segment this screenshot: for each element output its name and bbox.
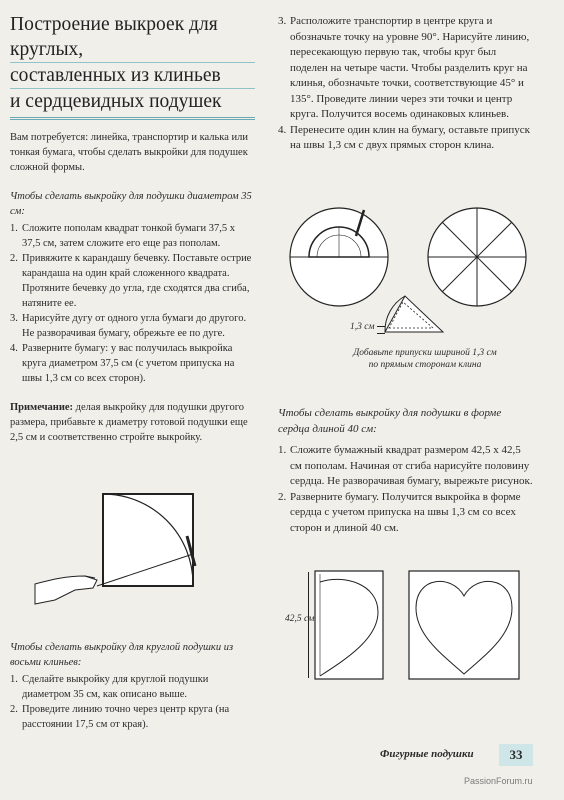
- title-line-2: составленных из клиньев: [10, 63, 255, 89]
- protractor-circle-diagram: [288, 206, 390, 308]
- note-label: Примечание:: [10, 402, 74, 413]
- heart-dimension-label: 42,5 см: [285, 614, 315, 624]
- section1-heading: Чтобы сделать выкройку для подушки диаметром 35 см:: [10, 191, 252, 217]
- list-item: 2. Разверните бумагу. Получится выкройка в форме сердца с учетом припуска на швы 1,3 см со всех сторон и длиной 40 см.: [278, 490, 521, 534]
- caption-line-1: Добавьте припуски шириной 1,3 см: [353, 348, 497, 358]
- list-item: 3. Расположите транспортир в центре круга и обозначьте точку на уровне 90°. Нарисуйте линию, пересекающую первую так, чтобы круг был поделен на четыре части. Чтобы разделить круг на клинья, обозначьте точки, соответствующие 45° и 135°. Проведите линии через эти точки и центр круга. Получится восемь одинаковых клиньев.: [278, 15, 530, 120]
- list-item: 4. Перенесите один клин на бумагу, оставьте припуск на швы 1,3 см с двух прямых сторон клина.: [278, 123, 530, 151]
- page-title: [10, 12, 255, 120]
- half-heart-diagram: [314, 570, 384, 680]
- right-steps-top: [278, 14, 534, 154]
- list-item: 3. Нарисуйте дугу от одного угла бумаги до другого. Не разворачивая бумагу, обрежьте ее по дуге.: [10, 313, 247, 339]
- note: [10, 400, 255, 445]
- full-heart-diagram: [408, 570, 520, 680]
- intro-text: Вам потребуется: линейка, транспортир и калька или тонкая бумага, чтобы сделать выкройки для подушек сложной формы.: [10, 132, 249, 173]
- left-column-bottom: [10, 640, 255, 732]
- list-item: 1. Сложите пополам квадрат тонкой бумаги 37,5 x 37,5 см, затем сложите его еще раз пополам.: [10, 223, 235, 249]
- footer-section-title: Фигурные подушки: [380, 748, 474, 760]
- eight-wedges-circle-diagram: [426, 206, 528, 308]
- list-item: 1. Сделайте выкройку для круглой подушки диаметром 35 см, как описано выше.: [10, 674, 209, 700]
- caption-line-2: по прямым сторонам клина: [368, 360, 482, 370]
- page-number: 33: [499, 744, 533, 766]
- title-line-3: и сердцевидных подушек: [10, 91, 222, 112]
- right-column: [278, 14, 534, 154]
- list-item: 2. Проведите линию точно через центр круга (на расстоянии 17,5 см от края).: [10, 704, 230, 730]
- list-item: 2. Привяжите к карандашу бечевку. Поставьте острие карандаша на один край сложенного квадрата. Протяните бечевку до угла, где сходятся два сгиба, натяните ее.: [10, 253, 252, 309]
- arc-drawing-illustration: [35, 488, 215, 618]
- section3-heading: Чтобы сделать выкройку для подушки в форме сердца длиной 40 см:: [278, 407, 502, 435]
- wedge-seam-diagram: [385, 294, 455, 336]
- right-column-bottom: [278, 406, 534, 536]
- list-item: 1. Сложите бумажный квадрат размером 42,5 x 42,5 см пополам. Начиная от сгиба нарисуйте половину сердца. Не разворачивая бумагу, вырежьте рисунок.: [278, 444, 533, 487]
- left-column: [10, 12, 255, 445]
- list-item: 4. Разверните бумагу: у вас получилась выкройка круга диаметром 37,5 см (с учетом припуска на швы 1,3 см со всех сторон).: [10, 343, 235, 384]
- section2-heading: Чтобы сделать выкройку для круглой подушки из восьми клиньев:: [10, 642, 234, 668]
- watermark: PassionForum.ru: [464, 776, 533, 786]
- seam-marker: [377, 326, 385, 334]
- section1-steps: [10, 221, 255, 386]
- wedge-caption: [320, 347, 530, 371]
- seam-label: 1,3 см: [350, 322, 375, 332]
- heart-dimension-arrow: [308, 572, 309, 678]
- right-steps-bottom: [278, 443, 534, 536]
- title-line-1: Построение выкроек для круглых,: [10, 12, 255, 63]
- note-text: делая выкройку для подушки другого размера, прибавьте к диаметру готовой подушки еще 2,5 см и соответственно стройте выкройку.: [10, 402, 248, 443]
- section2-steps: [10, 672, 255, 732]
- page-footer: [380, 744, 540, 766]
